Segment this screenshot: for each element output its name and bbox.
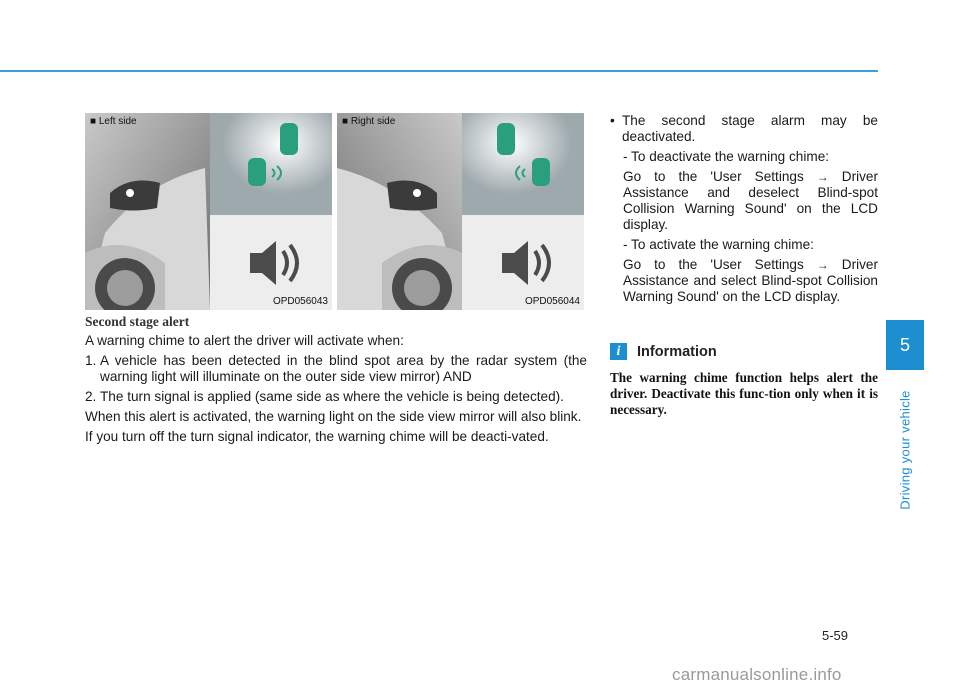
activate-instruction: Go to the 'User Settings → Driver Assistance and select Blind-spot Collision Warning Sound' on the LCD display.	[623, 257, 879, 304]
arrow-right-icon: →	[816, 258, 829, 272]
figure-caption-right: ■ Right side	[342, 116, 396, 127]
arrow-right-icon: →	[816, 170, 829, 184]
body-text	[85, 333, 587, 449]
figure-right-side	[337, 113, 584, 310]
information-heading	[610, 343, 717, 360]
list-text: The turn signal is applied (same side as where the vehicle is being detected).	[100, 389, 564, 404]
figure-code-left: OPD056043	[272, 296, 328, 307]
paragraph-blink: When this alert is activated, the warning light on the side view mirror will also blink.	[85, 409, 582, 424]
section-title: Second stage alert	[85, 314, 190, 329]
info-icon: i	[610, 343, 627, 360]
list-number: 2.	[85, 389, 97, 404]
bullet-item	[610, 113, 878, 145]
figure-code-right: OPD056044	[524, 296, 580, 307]
list-text: A vehicle has been detected in the blind spot area by the radar system (the warning light will illuminate on the outer side view mirror) AND	[100, 353, 587, 384]
deactivate-instruction: Go to the 'User Settings → Driver Assistance and deselect Blind-spot Collision Warning Sound' on the LCD display.	[623, 169, 879, 232]
watermark: carmanualsonline.info	[672, 665, 842, 684]
chapter-number: 5	[899, 334, 910, 355]
list-item	[85, 389, 587, 405]
list-number: 1.	[85, 353, 97, 368]
intro-paragraph: A warning chime to alert the driver will activate when:	[85, 333, 404, 348]
deactivate-heading: - To deactivate the warning chime:	[623, 149, 830, 164]
figure-left-side	[85, 113, 332, 310]
chapter-tab[interactable]	[886, 320, 924, 370]
chapter-label: Driving your vehicle	[897, 390, 913, 510]
right-column	[610, 113, 878, 309]
bullet-icon: •	[610, 113, 615, 128]
header-rule	[0, 70, 878, 72]
figure-caption-left: ■ Left side	[90, 116, 137, 127]
list-item	[85, 353, 587, 385]
activate-heading: - To activate the warning chime:	[623, 237, 814, 252]
paragraph-turn-signal: If you turn off the turn signal indicator, the warning chime will be deacti-vated.	[85, 429, 549, 444]
left-side-illustration	[85, 113, 332, 310]
information-title: Information	[637, 343, 717, 360]
information-text: The warning chime function helps alert the driver. Deactivate this func-tion only when it is necessary.	[610, 370, 878, 417]
bullet-text: The second stage alarm may be deactivated.	[622, 113, 878, 144]
right-side-illustration	[337, 113, 584, 310]
page-number: 5-59	[822, 628, 849, 643]
